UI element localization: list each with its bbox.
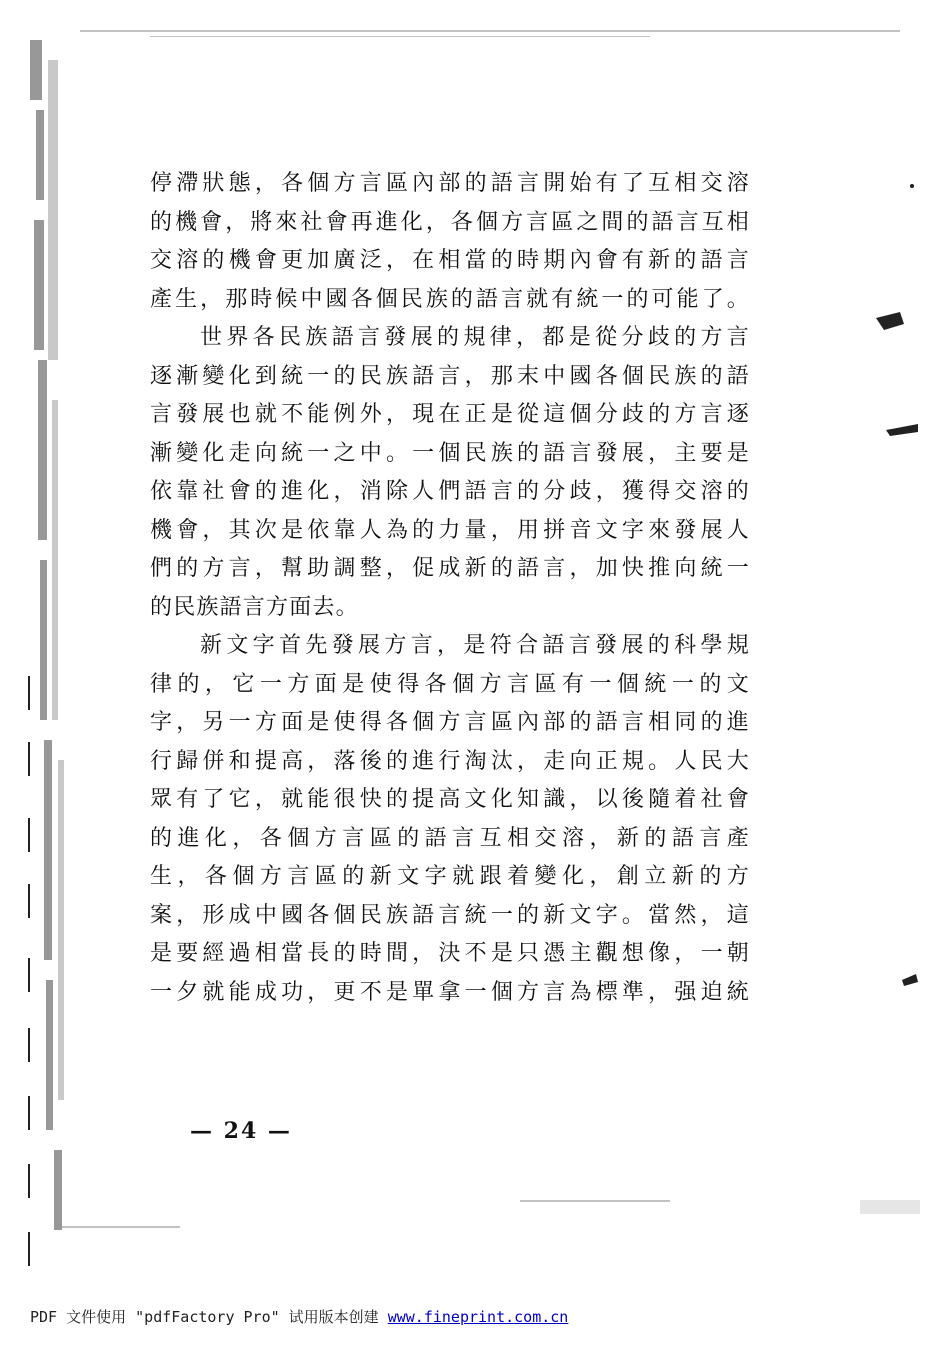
footer-text: PDF 文件使用 "pdfFactory Pro" 试用版本创建 (30, 1308, 388, 1326)
page-number: — 24 — (190, 1118, 292, 1144)
body-text (150, 165, 750, 1012)
text-line: 們的方言，幫助調整，促成新的語言，加快推向統一 (150, 556, 750, 581)
text-line: 案，形成中國各個民族語言統一的新文字。當然，這 (150, 902, 750, 928)
text-line: 是要經過相當長的時間，決不是只憑主觀想像，一朝 (150, 941, 750, 966)
text-line: 的進化，各個方言區的語言互相交溶，新的語言產 (150, 825, 750, 851)
text-line: 的機會，將來社會再進化，各個方言區之間的語言互相 (150, 209, 750, 235)
text-line: 世界各民族語言發展的規律，都是從分歧的方言 (200, 325, 750, 350)
paragraph-1 (150, 165, 750, 319)
footer-link[interactable]: www.fineprint.com.cn (387, 1308, 569, 1326)
text-line: 新文字首先發展方言，是符合語言發展的科學規 (200, 633, 750, 658)
text-line: 眾有了它，就能很快的提高文化知識，以後隨着社會 (150, 787, 750, 812)
paragraph-2 (150, 319, 750, 627)
text-line: 依靠社會的進化，消除人們語言的分歧，獲得交溶的 (150, 479, 750, 504)
text-line: 停滯狀態，各個方言區內部的語言開始有了互相交溶 (150, 171, 750, 196)
text-line: 生，各個方言區的新文字就跟着變化，創立新的方 (150, 864, 750, 889)
text-line: 漸變化走向統一之中。一個民族的語言發展，主要是 (150, 440, 750, 466)
text-line: 產生，那時候中國各個民族的語言就有統一的可能了。 (150, 286, 750, 312)
footer-notice (30, 1306, 568, 1327)
text-line: 行歸併和提高，落後的進行淘汰，走向正規。人民大 (150, 748, 750, 774)
text-line: 一夕就能成功，更不是單拿一個方言為標準，强迫統 (150, 979, 750, 1005)
text-line: 言發展也就不能例外，現在正是從這個分歧的方言逐 (150, 402, 750, 427)
text-line: 機會，其次是依靠人為的力量，用拼音文字來發展人 (150, 517, 750, 543)
text-line: 交溶的機會更加廣泛，在相當的時期內會有新的語言 (150, 248, 750, 273)
text-line: 字，另一方面是使得各個方言區內部的語言相同的進 (150, 710, 750, 735)
paragraph-3 (150, 627, 750, 1012)
text-line: 逐漸變化到統一的民族語言，那末中國各個民族的語 (150, 363, 750, 389)
text-line: 律的，它一方面是使得各個方言區有一個統一的文 (150, 671, 750, 697)
text-line: 的民族語言方面去。 (150, 594, 359, 620)
